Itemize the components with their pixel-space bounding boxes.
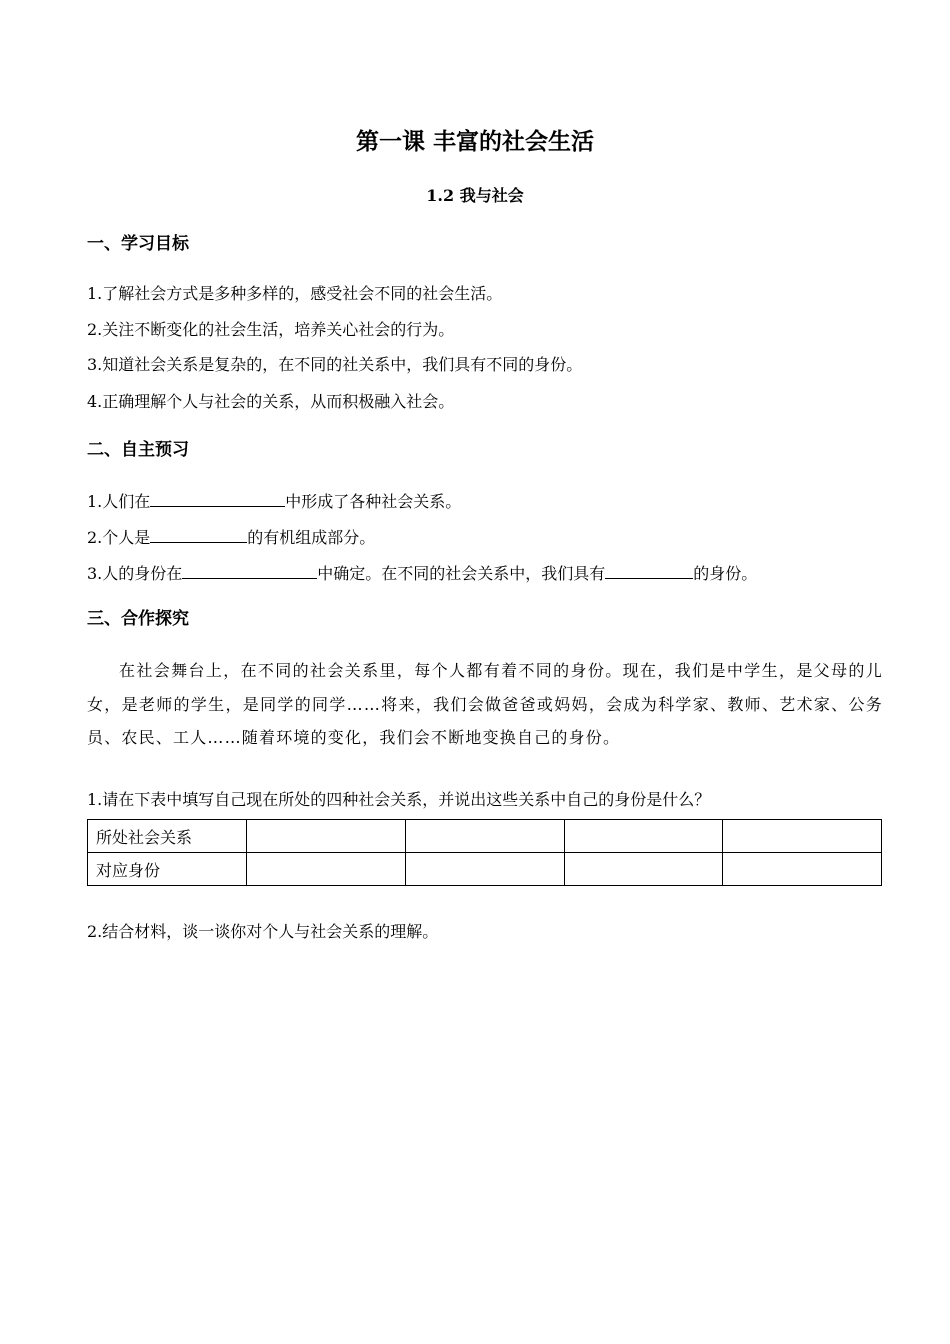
objective-item: 3.知道社会关系是复杂的，在不同的社关系中，我们具有不同的身份。	[87, 355, 583, 374]
answer-cell[interactable]	[564, 820, 723, 853]
answer-cell[interactable]	[405, 853, 564, 886]
table-row	[88, 820, 882, 853]
answer-cell[interactable]	[247, 820, 406, 853]
fill-blank[interactable]	[182, 560, 317, 579]
section-heading-inquiry: 三、合作探究	[87, 609, 189, 629]
answer-cell[interactable]	[723, 820, 882, 853]
table-row-label: 对应身份	[88, 853, 247, 886]
page-title: 第一课 丰富的社会生活	[355, 129, 594, 155]
inquiry-question-2: 2.结合材料，谈一谈你对个人与社会关系的理解。	[87, 922, 439, 941]
section-heading-preview: 二、自主预习	[87, 440, 189, 460]
relations-table	[87, 819, 882, 886]
fill-blank[interactable]	[605, 560, 693, 579]
fill-blank[interactable]	[150, 488, 285, 507]
preview-question-3	[87, 560, 757, 586]
question-text: 的有机组成部分。	[247, 528, 376, 547]
page-subtitle: 1.2 我与社会	[426, 186, 524, 205]
question-text: 3.人的身份在	[87, 564, 183, 583]
preview-question-1	[87, 488, 461, 514]
reading-paragraph: 在社会舞台上，在不同的社会关系里，每个人都有着不同的身份。现在，我们是中学生，是父母的儿女，是老师的学生，是同学的同学……将来，我们会做爸爸或妈妈，会成为科学家、教师、艺术家、公务员、农民、工人……随着环境的变化，我们会不断地变换自己的身份。	[87, 661, 883, 747]
objective-item: 4.正确理解个人与社会的关系，从而积极融入社会。	[87, 392, 455, 411]
objective-item: 1.了解社会方式是多种多样的，感受社会不同的社会生活。	[87, 284, 503, 303]
question-text: 中确定。在不同的社会关系中，我们具有	[317, 564, 606, 583]
answer-cell[interactable]	[564, 853, 723, 886]
answer-cell[interactable]	[405, 820, 564, 853]
question-text: 2.个人是	[87, 528, 151, 547]
answer-cell[interactable]	[247, 853, 406, 886]
table-row	[88, 853, 882, 886]
question-text: 1.人们在	[87, 492, 151, 511]
section-heading-objectives: 一、学习目标	[87, 234, 189, 254]
preview-question-2	[87, 524, 375, 550]
question-text: 中形成了各种社会关系。	[285, 492, 462, 511]
inquiry-question-1: 1.请在下表中填写自己现在所处的四种社会关系，并说出这些关系中自己的身份是什么？	[87, 790, 711, 809]
answer-cell[interactable]	[723, 853, 882, 886]
fill-blank[interactable]	[150, 524, 247, 543]
question-text: 的身份。	[693, 564, 758, 583]
table-row-label: 所处社会关系	[88, 820, 247, 853]
objective-item: 2.关注不断变化的社会生活，培养关心社会的行为。	[87, 320, 455, 339]
